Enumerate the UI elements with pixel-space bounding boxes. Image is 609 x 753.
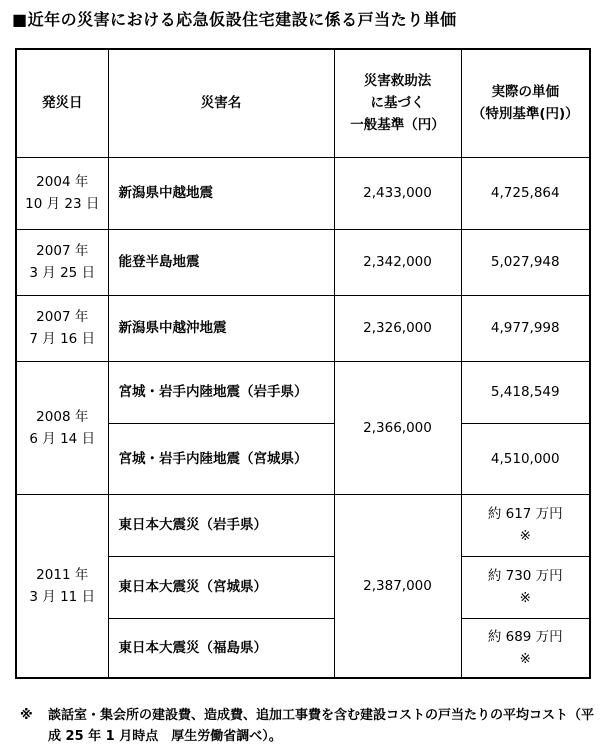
date-cell — [16, 157, 108, 229]
disaster-name-cell: 新潟県中越地震 — [108, 157, 334, 229]
actual-price-value: 約 617 万円 — [487, 506, 563, 522]
date-day: 7 月 16 日 — [29, 331, 96, 347]
note-mark: ※ — [519, 590, 531, 606]
date-year: 2011 年 — [36, 566, 89, 583]
note-mark: ※ — [519, 528, 531, 544]
disaster-name-cell: 能登半島地震 — [108, 229, 334, 295]
page-title: ■近年の災害における応急仮設住宅建設に係る戸当たり単価 — [12, 10, 457, 29]
date-year: 2004 年 — [36, 174, 89, 190]
date-year: 2007 年 — [36, 243, 89, 259]
table-row — [16, 295, 590, 361]
header-standard-line: 災害救助法 — [363, 73, 432, 90]
note-mark: ※ — [519, 650, 531, 667]
table-row — [16, 229, 590, 295]
disaster-name-cell: 宮城・岩手内陸地震（宮城県） — [108, 423, 334, 494]
header-standard-line: に基づく — [370, 95, 425, 112]
standard-price-cell: 2,387,000 — [334, 494, 461, 678]
date-day: 6 月 14 日 — [29, 430, 96, 447]
header-actual-line: （特別基準(円)） — [471, 106, 579, 123]
table-row — [16, 494, 590, 556]
disaster-name-cell: 宮城・岩手内陸地震（岩手県） — [108, 361, 334, 423]
date-cell — [16, 229, 108, 295]
disaster-name-cell: 東日本大震災（宮城県） — [108, 556, 334, 618]
table-row — [16, 361, 590, 423]
standard-price-cell: 2,433,000 — [334, 157, 461, 229]
standard-price-cell: 2,366,000 — [334, 361, 461, 494]
header-standard — [334, 49, 461, 157]
actual-price-cell: 4,725,864 — [461, 157, 590, 229]
actual-price-cell: 5,418,549 — [461, 361, 590, 423]
actual-price-value: 約 689 万円 — [487, 628, 563, 645]
header-date: 発災日 — [16, 49, 108, 157]
actual-price-cell — [461, 556, 590, 618]
header-actual — [461, 49, 590, 157]
table-header-row — [16, 49, 590, 157]
disaster-name-cell: 新潟県中越沖地震 — [108, 295, 334, 361]
table-row — [16, 157, 590, 229]
header-actual-line: 実際の単価 — [491, 84, 559, 101]
date-cell — [16, 361, 108, 494]
date-day: 10 月 23 日 — [25, 196, 100, 212]
actual-price-cell: 5,027,948 — [461, 229, 590, 295]
actual-price-cell: 4,510,000 — [461, 423, 590, 494]
header-disaster: 災害名 — [108, 49, 334, 157]
footnote — [20, 705, 595, 747]
date-year: 2008 年 — [36, 408, 89, 425]
standard-price-cell: 2,326,000 — [334, 295, 461, 361]
disaster-name-cell: 東日本大震災（岩手県） — [108, 494, 334, 556]
date-day: 3 月 11 日 — [29, 588, 96, 605]
actual-price-value: 約 730 万円 — [487, 568, 563, 584]
actual-price-cell: 4,977,998 — [461, 295, 590, 361]
date-cell — [16, 494, 108, 678]
actual-price-cell — [461, 618, 590, 678]
footnote-mark: ※ — [20, 708, 33, 723]
date-year: 2007 年 — [36, 309, 89, 325]
header-standard-line: 一般基準（円） — [350, 117, 445, 134]
unit-price-table — [15, 48, 591, 679]
date-day: 3 月 25 日 — [29, 265, 96, 281]
disaster-name-cell: 東日本大震災（福島県） — [108, 618, 334, 678]
date-cell — [16, 295, 108, 361]
standard-price-cell: 2,342,000 — [334, 229, 461, 295]
footnote-text: 談話室・集会所の建設費、造成費、追加工事費を含む建設コストの戸当たりの平均コスト（平成 25 年 1 月時点 厚生労働省調べ）。 — [48, 708, 595, 744]
actual-price-cell — [461, 494, 590, 556]
